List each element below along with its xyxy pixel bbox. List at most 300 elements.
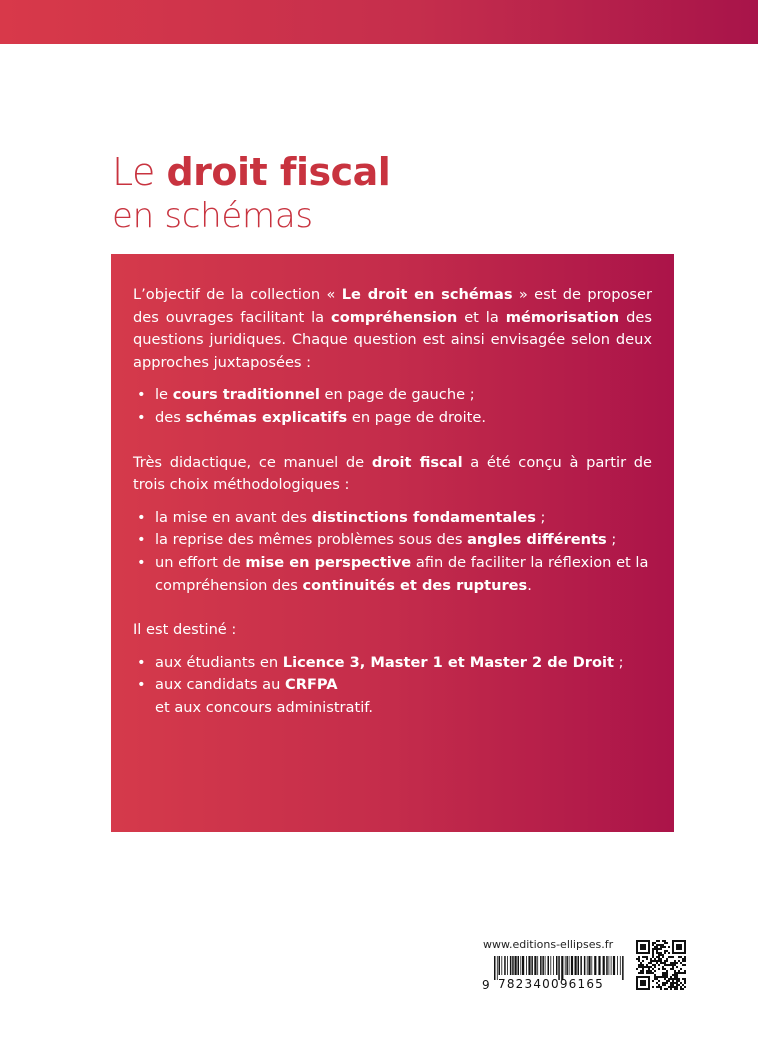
- qr-module: [644, 952, 646, 954]
- qr-module: [672, 974, 674, 976]
- barcode-bar: [507, 956, 508, 975]
- qr-module: [648, 950, 650, 952]
- qr-module: [636, 988, 638, 990]
- qr-module: [678, 956, 680, 958]
- qr-module: [652, 980, 654, 982]
- barcode-bar: [537, 956, 538, 975]
- qr-module: [640, 946, 642, 948]
- qr-module: [654, 970, 656, 972]
- qr-module: [676, 952, 678, 954]
- qr-module: [654, 976, 656, 978]
- qr-module: [676, 986, 678, 988]
- qr-module: [636, 982, 638, 984]
- qr-module: [656, 982, 658, 984]
- item-text: des: [155, 408, 186, 426]
- qr-module: [664, 960, 666, 962]
- qr-module: [640, 976, 642, 978]
- qr-module: [680, 988, 682, 990]
- qr-module: [678, 960, 680, 962]
- qr-module: [660, 976, 662, 978]
- intro-text: des questions juridiques. Chaque question est ainsi envisagée selon deux approches juxtaposées :: [133, 308, 652, 371]
- qr-module: [652, 942, 654, 944]
- item-emphasis: mise en perspective: [245, 553, 412, 571]
- intro-emphasis: compréhension: [331, 308, 458, 326]
- qr-module: [682, 958, 684, 960]
- qr-module: [680, 986, 682, 988]
- qr-module: [678, 940, 680, 942]
- barcode-bar: [542, 956, 544, 975]
- qr-module: [656, 952, 658, 954]
- audience-list: [133, 652, 652, 720]
- barcode-bar: [510, 956, 512, 975]
- qr-module: [666, 942, 668, 944]
- qr-module: [654, 948, 656, 950]
- qr-module: [674, 982, 676, 984]
- barcode-bar: [512, 956, 514, 975]
- qr-module: [656, 950, 658, 952]
- qr-module: [674, 960, 676, 962]
- qr-module: [648, 952, 650, 954]
- list-item: [133, 507, 652, 530]
- item-text: en page de gauche ;: [319, 386, 475, 404]
- qr-module: [666, 976, 668, 978]
- qr-module: [666, 950, 668, 952]
- qr-module: [672, 950, 674, 952]
- method-paragraph: [133, 452, 652, 497]
- qr-module: [640, 944, 642, 946]
- qr-module: [662, 984, 664, 986]
- qr-module: [680, 946, 682, 948]
- qr-module: [660, 952, 662, 954]
- qr-module: [670, 988, 672, 990]
- barcode-bar: [565, 956, 566, 975]
- qr-module: [656, 946, 658, 948]
- qr-module: [652, 954, 654, 956]
- qr-module: [664, 942, 666, 944]
- qr-module: [654, 978, 656, 980]
- qr-module: [684, 982, 686, 984]
- barcode-bar: [522, 956, 524, 975]
- qr-module: [658, 960, 660, 962]
- qr-module: [662, 972, 664, 974]
- qr-module: [662, 974, 664, 976]
- barcode-bar: [603, 956, 605, 975]
- item-text: .: [527, 576, 532, 594]
- qr-module: [648, 984, 650, 986]
- approaches-list: [133, 384, 652, 429]
- qr-module: [676, 978, 678, 980]
- qr-module: [678, 978, 680, 980]
- qr-module: [658, 958, 660, 960]
- qr-module: [648, 972, 650, 974]
- qr-module: [674, 962, 676, 964]
- methods-list: [133, 507, 652, 597]
- barcode-bar: [518, 956, 520, 975]
- qr-module: [646, 988, 648, 990]
- qr-module: [676, 976, 678, 978]
- qr-module: [636, 986, 638, 988]
- qr-module: [666, 960, 668, 962]
- list-item: [133, 652, 652, 675]
- barcode-bar: [594, 956, 596, 975]
- qr-module: [668, 946, 670, 948]
- qr-module: [684, 952, 686, 954]
- qr-module: [674, 976, 676, 978]
- barcode-bar: [622, 956, 624, 980]
- barcode-bar: [575, 956, 577, 975]
- qr-module: [680, 968, 682, 970]
- qr-module: [660, 954, 662, 956]
- list-item: [133, 674, 652, 719]
- qr-module: [650, 958, 652, 960]
- qr-module: [648, 948, 650, 950]
- qr-module: [666, 964, 668, 966]
- qr-module: [662, 946, 664, 948]
- item-text: ;: [606, 531, 617, 549]
- qr-module: [648, 970, 650, 972]
- item-text: le: [155, 386, 173, 404]
- qr-module: [636, 940, 638, 942]
- title-bold: droit fiscal: [166, 150, 391, 194]
- qr-module: [682, 988, 684, 990]
- qr-module: [680, 944, 682, 946]
- isbn-lead-digit: 9: [482, 978, 490, 992]
- qr-module: [662, 962, 664, 964]
- qr-module: [660, 962, 662, 964]
- qr-module: [646, 964, 648, 966]
- qr-module: [644, 948, 646, 950]
- qr-module: [654, 964, 656, 966]
- qr-module: [656, 956, 658, 958]
- qr-module: [684, 986, 686, 988]
- barcode-bar: [540, 956, 542, 975]
- qr-module: [658, 986, 660, 988]
- qr-module: [666, 972, 668, 974]
- method-text: Très didactique, ce manuel de: [133, 453, 372, 471]
- qr-module: [664, 982, 666, 984]
- qr-module: [658, 980, 660, 982]
- qr-module: [656, 976, 658, 978]
- qr-module: [672, 966, 674, 968]
- qr-module: [636, 958, 638, 960]
- qr-module: [664, 940, 666, 942]
- qr-module: [678, 944, 680, 946]
- barcode-bar: [611, 956, 612, 975]
- qr-module: [652, 960, 654, 962]
- qr-module: [642, 956, 644, 958]
- qr-module: [682, 940, 684, 942]
- qr-module: [658, 956, 660, 958]
- qr-module: [642, 944, 644, 946]
- qr-module: [646, 952, 648, 954]
- spacer: [133, 430, 652, 452]
- qr-module: [680, 952, 682, 954]
- qr-module: [684, 970, 686, 972]
- item-text: aux étudiants en: [155, 653, 283, 671]
- qr-module: [642, 940, 644, 942]
- qr-module: [684, 950, 686, 952]
- qr-module: [662, 940, 664, 942]
- qr-module: [672, 952, 674, 954]
- qr-module: [640, 988, 642, 990]
- book-title: [112, 150, 390, 236]
- item-emphasis: continuités et des ruptures: [302, 576, 528, 594]
- audience-intro: Il est destiné :: [133, 621, 237, 639]
- qr-module: [648, 982, 650, 984]
- intro-text: L’objectif de la collection «: [133, 286, 342, 303]
- barcode-bar: [617, 956, 618, 975]
- list-item: [133, 384, 652, 407]
- qr-module: [644, 956, 646, 958]
- qr-module: [678, 972, 680, 974]
- qr-module: [660, 958, 662, 960]
- qr-module: [644, 984, 646, 986]
- qr-module: [680, 972, 682, 974]
- qr-module: [644, 988, 646, 990]
- qr-module: [666, 974, 668, 976]
- qr-module: [658, 952, 660, 954]
- qr-code-icon: [636, 940, 686, 990]
- qr-module: [658, 948, 660, 950]
- spacer: [133, 597, 652, 619]
- qr-module: [664, 988, 666, 990]
- qr-module: [664, 972, 666, 974]
- item-text: ;: [535, 508, 546, 526]
- barcode-bar: [613, 956, 615, 975]
- qr-module: [678, 984, 680, 986]
- intro-paragraph: [133, 284, 652, 374]
- qr-module: [638, 976, 640, 978]
- qr-module: [684, 942, 686, 944]
- qr-module: [672, 986, 674, 988]
- qr-module: [676, 962, 678, 964]
- qr-module: [676, 974, 678, 976]
- qr-module: [642, 972, 644, 974]
- qr-module: [666, 958, 668, 960]
- isbn-digits: 782340096165: [498, 977, 605, 991]
- qr-module: [670, 986, 672, 988]
- item-text: ;: [614, 653, 624, 671]
- item-text: et aux concours administratif.: [155, 698, 373, 716]
- qr-module: [668, 952, 670, 954]
- qr-module: [664, 978, 666, 980]
- qr-module: [648, 978, 650, 980]
- qr-module: [648, 940, 650, 942]
- qr-module: [680, 948, 682, 950]
- qr-module: [666, 970, 668, 972]
- qr-module: [662, 944, 664, 946]
- qr-module: [646, 966, 648, 968]
- qr-module: [648, 962, 650, 964]
- qr-module: [674, 952, 676, 954]
- qr-module: [638, 988, 640, 990]
- qr-module: [676, 948, 678, 950]
- barcode-bar: [528, 956, 530, 975]
- item-text: la mise en avant des: [155, 508, 312, 526]
- qr-module: [672, 978, 674, 980]
- qr-module: [676, 988, 678, 990]
- qr-module: [640, 952, 642, 954]
- barcode-bar: [580, 956, 582, 975]
- barcode-bar: [598, 956, 600, 975]
- qr-module: [644, 966, 646, 968]
- qr-module: [642, 970, 644, 972]
- qr-module: [684, 978, 686, 980]
- qr-module: [636, 944, 638, 946]
- qr-module: [642, 948, 644, 950]
- qr-module: [654, 946, 656, 948]
- qr-module: [684, 948, 686, 950]
- qr-module: [672, 964, 674, 966]
- qr-module: [676, 984, 678, 986]
- qr-module: [660, 944, 662, 946]
- qr-module: [652, 952, 654, 954]
- qr-module: [660, 988, 662, 990]
- qr-module: [646, 956, 648, 958]
- qr-module: [658, 964, 660, 966]
- qr-module: [642, 982, 644, 984]
- qr-module: [676, 966, 678, 968]
- qr-module: [636, 968, 638, 970]
- qr-module: [638, 952, 640, 954]
- qr-module: [676, 982, 678, 984]
- qr-module: [652, 948, 654, 950]
- barcode-bar: [550, 956, 551, 975]
- qr-module: [638, 960, 640, 962]
- qr-module: [670, 982, 672, 984]
- qr-module: [682, 960, 684, 962]
- qr-module: [654, 974, 656, 976]
- qr-module: [676, 940, 678, 942]
- barcode-bar: [526, 956, 527, 975]
- qr-module: [652, 964, 654, 966]
- barcode-bar: [501, 956, 502, 975]
- qr-module: [670, 956, 672, 958]
- qr-module: [648, 968, 650, 970]
- qr-module: [644, 940, 646, 942]
- qr-module: [672, 962, 674, 964]
- qr-module: [682, 964, 684, 966]
- qr-module: [652, 986, 654, 988]
- qr-module: [672, 968, 674, 970]
- item-emphasis: distinctions fondamentales: [311, 508, 536, 526]
- qr-module: [662, 982, 664, 984]
- qr-module: [672, 984, 674, 986]
- qr-module: [654, 958, 656, 960]
- qr-module: [658, 944, 660, 946]
- qr-module: [642, 952, 644, 954]
- list-item: [133, 552, 652, 597]
- barcode-bar: [494, 956, 496, 980]
- qr-module: [638, 964, 640, 966]
- qr-module: [656, 960, 658, 962]
- item-emphasis: angles différents: [467, 531, 607, 549]
- barcode-bar: [545, 956, 546, 975]
- qr-module: [642, 988, 644, 990]
- intro-text: et la: [457, 308, 506, 326]
- qr-module: [684, 958, 686, 960]
- barcode-bar: [587, 956, 588, 975]
- qr-module: [664, 976, 666, 978]
- intro-text: » est de proposer des ouvrages facilitant la: [133, 286, 652, 326]
- qr-module: [640, 962, 642, 964]
- qr-module: [664, 968, 666, 970]
- intro-emphasis: mémorisation: [505, 308, 620, 326]
- qr-module: [684, 940, 686, 942]
- qr-module: [664, 952, 666, 954]
- qr-module: [676, 972, 678, 974]
- qr-module: [656, 940, 658, 942]
- qr-module: [676, 944, 678, 946]
- qr-module: [646, 940, 648, 942]
- qr-module: [644, 946, 646, 948]
- qr-module: [648, 966, 650, 968]
- qr-module: [656, 962, 658, 964]
- qr-module: [644, 944, 646, 946]
- qr-module: [658, 940, 660, 942]
- qr-module: [662, 968, 664, 970]
- qr-module: [684, 972, 686, 974]
- qr-module: [638, 972, 640, 974]
- qr-module: [670, 978, 672, 980]
- qr-module: [646, 970, 648, 972]
- qr-module: [660, 986, 662, 988]
- qr-module: [644, 976, 646, 978]
- qr-module: [642, 968, 644, 970]
- qr-module: [644, 980, 646, 982]
- barcode-bar: [578, 956, 580, 975]
- qr-module: [648, 946, 650, 948]
- qr-module: [652, 968, 654, 970]
- qr-module: [662, 956, 664, 958]
- qr-module: [684, 944, 686, 946]
- qr-module: [670, 962, 672, 964]
- barcode-bar: [515, 956, 517, 975]
- qr-module: [656, 944, 658, 946]
- qr-module: [672, 946, 674, 948]
- qr-module: [652, 956, 654, 958]
- qr-module: [644, 982, 646, 984]
- qr-module: [642, 976, 644, 978]
- qr-module: [678, 970, 680, 972]
- qr-module: [674, 988, 676, 990]
- qr-module: [636, 948, 638, 950]
- qr-module: [662, 966, 664, 968]
- qr-module: [660, 946, 662, 948]
- qr-module: [676, 980, 678, 982]
- item-emphasis: Licence 3, Master 1 et Master 2 de Droit: [282, 653, 614, 671]
- title-line-2: en schémas: [112, 196, 313, 236]
- qr-module: [674, 972, 676, 974]
- qr-module: [642, 980, 644, 982]
- isbn-barcode: [482, 956, 630, 992]
- qr-module: [648, 986, 650, 988]
- qr-module: [680, 940, 682, 942]
- item-emphasis: cours traditionnel: [172, 386, 320, 404]
- barcode-bar: [499, 956, 501, 975]
- qr-module: [650, 962, 652, 964]
- barcode-bar: [584, 956, 586, 975]
- barcode-bar: [606, 956, 608, 975]
- qr-module: [658, 968, 660, 970]
- qr-module: [684, 964, 686, 966]
- qr-module: [642, 984, 644, 986]
- qr-module: [674, 940, 676, 942]
- qr-module: [662, 976, 664, 978]
- barcode-bar: [566, 956, 568, 975]
- barcode-bar: [569, 956, 570, 975]
- barcode-bar: [534, 956, 536, 975]
